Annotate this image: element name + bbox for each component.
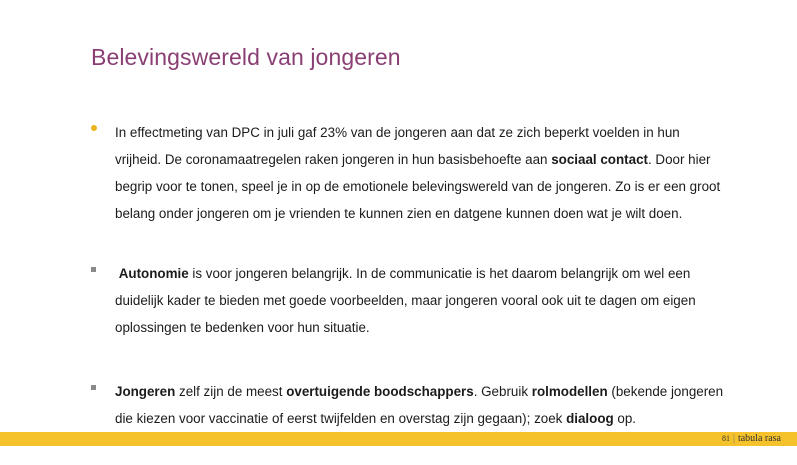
emphasis-text: overtuigende boodschappers [286,384,474,399]
bullet-3-text [115,378,725,432]
text-span: is voor jongeren belangrijk. In de communicatie is het daarom belangrijk om wel een [188,266,691,281]
bullet-2-text [115,260,725,341]
footer-text [722,432,781,446]
text-span: (bekende jongeren [607,384,724,399]
emphasis-text: dialoog [566,411,614,426]
text-span: op. [613,411,637,426]
slide-title: Belevingswereld van jongeren [91,44,401,70]
text-span: die kiezen voor vaccinatie of eerst twijfelden en overstag zijn gegaan); zoek [115,411,567,426]
bullet-dot-icon [91,125,97,131]
emphasis-text: Autonomie [118,266,189,281]
bullet-3-line-1 [115,378,725,405]
bullet-2-line-2: duidelijk kader te bieden met goede voorbeelden, maar jongeren vooral ook uit te dagen om eigen [115,293,696,308]
footer-separator: | [732,433,735,444]
bullet-1-line-2 [115,146,725,173]
emphasis-text: Jongeren [115,384,176,399]
page-number: 81 [721,434,730,443]
bullet-1-line-1: In effectmeting van DPC in juli gaf 23% van de jongeren aan dat ze zich beperkt voelden in hun [115,125,680,140]
text-span: . Gebruik [473,384,532,399]
bullet-1-line-4: belang onder jongeren om je vrienden te kunnen zien en datgene kunnen doen wat je wilt doen. [115,206,683,221]
text-span: . Door hier [647,152,711,167]
brand-name: tabula rasa [737,433,781,444]
bullet-2-line-1 [115,260,725,287]
bullet-1-line-3: begrip voor te tonen, speel je in op de emotionele belevingswereld van de jongeren. Zo is er een groot [115,179,721,194]
text-span: vrijheid. De coronamaatregelen raken jongeren in hun basisbehoefte aan [115,152,552,167]
emphasis-text: rolmodellen [531,384,608,399]
bullet-2-line-3: oplossingen te bedenken voor hun situatie. [115,320,370,335]
text-span: zelf zijn de meest [175,384,287,399]
emphasis-text: sociaal contact [551,152,648,167]
bullet-3-line-2 [115,405,725,432]
bullet-square-icon [91,385,96,390]
bullet-1-text [115,119,725,227]
footer-bar [0,432,797,446]
bullet-square-icon [91,267,96,272]
